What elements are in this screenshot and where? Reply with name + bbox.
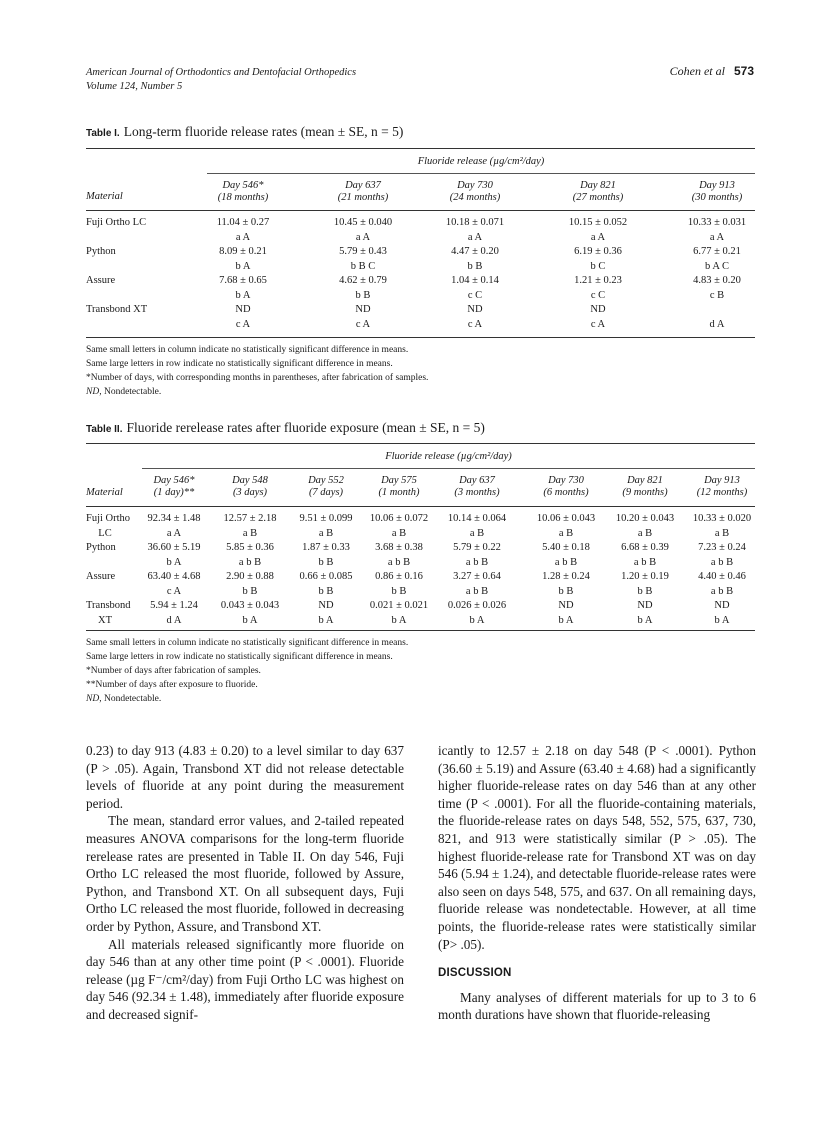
table2-cell-letters: b A	[558, 614, 574, 626]
table2-cell-value: 0.021 ± 0.021	[369, 600, 429, 611]
table2-notes	[86, 636, 408, 706]
table2-cell-value: 0.043 ± 0.043	[220, 600, 280, 611]
table1-cell-letters: a A	[355, 231, 371, 243]
table2-column-period: (3 months)	[454, 487, 500, 498]
table2-cell-letters: a B	[391, 527, 407, 539]
table1-note: *Number of days, with corresponding months in parentheses, after fabrication of samples.	[86, 373, 429, 383]
table1-note: Same large letters in row indicate no statistically significant difference in means.	[86, 359, 393, 369]
table2-cell-value: ND	[714, 600, 730, 611]
table1-cell-letters: a A	[467, 231, 483, 243]
table1-cell-value: 6.77 ± 0.21	[693, 246, 741, 257]
table1-group-rule	[207, 173, 755, 174]
table2-cell-letters: a A	[166, 527, 182, 539]
table2-caption	[86, 420, 485, 436]
table2-group-rule	[142, 468, 755, 469]
table2-column-day: Day 730	[548, 475, 584, 486]
journal-volume: Volume 124, Number 5	[86, 81, 183, 92]
table2-cell-letters: d A	[166, 614, 182, 626]
table2-cell-value: 0.86 ± 0.16	[375, 571, 423, 582]
table1-cell-letters: c B	[709, 289, 725, 301]
table2-row-material-line2: XT	[98, 614, 112, 626]
table2-cell-letters: a b B	[554, 556, 578, 568]
table2-cell-letters: b A	[166, 556, 182, 568]
table1-cell-letters: b A	[235, 260, 251, 272]
table2-column-day: Day 546*	[153, 475, 195, 486]
table2-cell-letters: a b B	[633, 556, 657, 568]
table2-column-day: Day 637	[459, 475, 495, 486]
table2-cell-value: ND	[637, 600, 653, 611]
table2-row-material: Python	[86, 542, 116, 553]
table2-cell-letters: b A	[318, 614, 334, 626]
table2-cell-letters: a b B	[710, 585, 734, 597]
table2-cell-value: ND	[558, 600, 574, 611]
page-number: 573	[733, 64, 754, 78]
table2-cell-value: 3.27 ± 0.64	[453, 571, 501, 582]
table1-cell-value: 10.18 ± 0.071	[445, 217, 505, 228]
table1-column-day: Day 913	[699, 180, 735, 191]
table2-note: **Number of days after exposure to fluoride.	[86, 680, 258, 690]
table2-cell-letters: b B	[318, 585, 334, 597]
table1-cell-value: 4.83 ± 0.20	[693, 275, 741, 286]
table2-cell-letters: b B	[558, 585, 574, 597]
table2-row-material-line2: LC	[98, 527, 112, 539]
table2-cell-value: 6.68 ± 0.39	[621, 542, 669, 553]
table1-row-material: Fuji Ortho LC	[86, 217, 147, 228]
table1-column-period: (18 months)	[217, 192, 269, 203]
table2-cell-letters: b A	[469, 614, 485, 626]
table1-notes	[86, 343, 428, 399]
table1-cell-letters: c A	[355, 318, 371, 330]
table1-cell-value: 1.04 ± 0.14	[451, 275, 499, 286]
journal-title: American Journal of Orthodontics and Dentofacial Orthopedics	[86, 67, 357, 78]
table2-cell-value: 2.90 ± 0.88	[226, 571, 274, 582]
table2-cell-value: 10.14 ± 0.064	[447, 513, 507, 524]
table2-cell-letters: a B	[318, 527, 334, 539]
paragraph: Many analyses of different materials for up to 3 to 6 month durations have shown that fluoride-releasing	[438, 989, 756, 1023]
table2-group-header: Fluoride release (µg/cm²/day)	[385, 451, 512, 462]
table1-note-nd: ND, Nondetectable.	[86, 387, 162, 397]
table1-bottom-rule	[86, 337, 755, 338]
table2-column-period: (7 days)	[308, 487, 344, 498]
table1-cell-letters: c A	[467, 318, 483, 330]
table2-cell-letters: a b B	[387, 556, 411, 568]
table2-note-nd: ND, Nondetectable.	[86, 694, 162, 704]
table2-cell-letters: b B	[242, 585, 258, 597]
table2-note: *Number of days after fabrication of samples.	[86, 666, 261, 676]
table2-cell-letters: c A	[166, 585, 182, 597]
table1-group-header: Fluoride release (µg/cm²/day)	[417, 156, 545, 167]
table2-row-material: Assure	[86, 571, 116, 582]
table2-cell-value: 3.68 ± 0.38	[375, 542, 423, 553]
table2-column-day: Day 913	[704, 475, 740, 486]
table1-column-period: (21 months)	[337, 192, 389, 203]
table2-cell-letters: b B	[637, 585, 653, 597]
table2-cell-value: 1.28 ± 0.24	[542, 571, 590, 582]
table1-cell-letters: a A	[590, 231, 606, 243]
table1-cell-letters: a A	[709, 231, 725, 243]
table2-cell-letters: b B	[391, 585, 407, 597]
table2-cell-letters: a B	[637, 527, 653, 539]
table2-cell-value: 10.06 ± 0.043	[536, 513, 596, 524]
table2-note: Same large letters in row indicate no statistically significant difference in means.	[86, 652, 393, 662]
table1-cell-value: ND	[235, 304, 251, 315]
table2-cell-letters: a B	[242, 527, 258, 539]
table2-note: Same small letters in column indicate no statistically significant difference in means.	[86, 638, 409, 648]
table2-cell-letters: a B	[558, 527, 574, 539]
table2-column-period: (1 day)**	[153, 487, 195, 498]
table1-row-material: Python	[86, 246, 116, 257]
table2-cell-letters: b A	[714, 614, 730, 626]
table1-cell-letters: d A	[709, 318, 725, 330]
body-right-column	[438, 742, 756, 1024]
table1-cell-letters: b A C	[705, 260, 729, 272]
table1-cell-letters: b C	[590, 260, 606, 272]
paragraph: icantly to 12.57 ± 2.18 on day 548 (P < .0001). Python (36.60 ± 5.19) and Assure (63.40 ± 4.68) had a significantly higher fluoride-release rates on day 546 than at any other time (P < .0001). For all the fluoride-containing materials, the fluoride-release rates on days 548, 552, 575, 637, 730, 821, and 913 were statistically similar (P > .05). The highest fluoride-release rate for Transbond XT was on day 546 (5.94 ± 1.24), and detectable fluoride-release rates were also seen on days 548, 575, and 637. On all remaining days, fluoride release was nondetectable. However, at all time points, the fluoride-release rates were statistically similar (P> .05).	[438, 743, 756, 952]
table2-caption-text: Fluoride rerelease rates after fluoride exposure (mean ± SE, n = 5)	[126, 420, 485, 435]
table2-cell-value: 10.06 ± 0.072	[369, 513, 429, 524]
table1-cell-letters: a A	[235, 231, 251, 243]
table1-caption	[86, 124, 403, 140]
table1-cell-value: 1.21 ± 0.23	[574, 275, 622, 286]
author-name: Cohen et al	[669, 64, 725, 78]
table1-cell-letters: b B	[467, 260, 483, 272]
table2-cell-value: ND	[318, 600, 334, 611]
table2-cell-value: 1.20 ± 0.19	[621, 571, 669, 582]
table1-cell-value: 4.62 ± 0.79	[339, 275, 387, 286]
table2-row-material: Transbond	[86, 600, 131, 611]
running-head-right	[670, 64, 754, 79]
table1-cell-value: 6.19 ± 0.36	[574, 246, 622, 257]
table1-cell-letters: c A	[590, 318, 606, 330]
table2-cell-letters: a B	[469, 527, 485, 539]
table2-column-period: (12 months)	[696, 487, 748, 498]
table2-cell-letters: b B	[318, 556, 334, 568]
table2-cell-value: 92.34 ± 1.48	[147, 513, 201, 524]
table2-cell-value: 5.85 ± 0.36	[226, 542, 274, 553]
table1-column-day: Day 637	[345, 180, 381, 191]
table2-cell-letters: a b B	[465, 585, 489, 597]
table2-label: Table II.	[86, 424, 123, 435]
table2-cell-letters: a b B	[465, 556, 489, 568]
paragraph: All materials released significantly more fluoride on day 546 than at any other time point (P < .0001). Fluoride release (µg F⁻/cm²/day) from Fuji Ortho LC was highest on day 546 (92.34 ± 1.48), immediately after fluoride exposure and decreased signif-	[86, 936, 404, 1022]
table1-cell-letters: b B	[355, 289, 371, 301]
table1-column-period: (30 months)	[691, 192, 743, 203]
table2-header-rule	[86, 506, 755, 507]
table1-cell-letters: c C	[590, 289, 606, 301]
table1-top-rule	[86, 148, 755, 149]
table1-label: Table I.	[86, 128, 120, 139]
table1-cell-value: 10.33 ± 0.031	[687, 217, 747, 228]
table1-cell-value: 7.68 ± 0.65	[219, 275, 267, 286]
table1-cell-value: 10.45 ± 0.040	[333, 217, 393, 228]
table1-row-material: Assure	[86, 275, 116, 286]
section-heading-discussion: DISCUSSION	[438, 967, 512, 980]
table1-note: Same small letters in column indicate no statistically significant difference in means.	[86, 345, 409, 355]
table2-column-period: (1 month)	[378, 487, 420, 498]
table2-column-day: Day 548	[232, 475, 268, 486]
table1-cell-value: ND	[467, 304, 483, 315]
table2-column-period: (9 months)	[622, 487, 668, 498]
table2-cell-letters: a B	[714, 527, 730, 539]
table1-column-day: Day 546*	[222, 180, 264, 191]
table2-cell-value: 10.33 ± 0.020	[692, 513, 752, 524]
table1-row-material: Transbond XT	[86, 304, 148, 315]
table2-cell-value: 7.23 ± 0.24	[698, 542, 746, 553]
table2-cell-value: 10.20 ± 0.043	[615, 513, 675, 524]
table1-cell-value: 8.09 ± 0.21	[219, 246, 267, 257]
table1-column-period: (24 months)	[449, 192, 501, 203]
table1-material-header: Material	[86, 191, 123, 202]
table2-column-period: (6 months)	[543, 487, 589, 498]
table2-cell-value: 12.57 ± 2.18	[223, 513, 277, 524]
table2-cell-value: 5.79 ± 0.22	[453, 542, 501, 553]
table2-column-day: Day 821	[627, 475, 663, 486]
table2-cell-letters: b A	[637, 614, 653, 626]
table2-cell-value: 0.026 ± 0.026	[447, 600, 507, 611]
table2-cell-value: 5.40 ± 0.18	[542, 542, 590, 553]
table1-cell-letters: c A	[235, 318, 251, 330]
paragraph: 0.23) to day 913 (4.83 ± 0.20) to a level similar to day 637 (P > .05). Again, Transbond XT did not release detectable levels of fluoride at any point during the measurement period.	[86, 743, 404, 811]
table2-cell-value: 1.87 ± 0.33	[302, 542, 350, 553]
table1-cell-letters: b A	[235, 289, 251, 301]
table1-cell-value: 4.47 ± 0.20	[451, 246, 499, 257]
table2-column-period: (3 days)	[232, 487, 268, 498]
table1-column-period: (27 months)	[572, 192, 624, 203]
table2-cell-letters: a b B	[710, 556, 734, 568]
table1-cell-value: 10.15 ± 0.052	[568, 217, 628, 228]
table1-cell-letters: c C	[467, 289, 483, 301]
table1-caption-text: Long-term fluoride release rates (mean ± SE, n = 5)	[123, 124, 404, 139]
body-left-column	[86, 742, 404, 1024]
table2-column-day: Day 575	[381, 475, 417, 486]
table2-cell-letters: b A	[391, 614, 407, 626]
table1-column-day: Day 730	[457, 180, 493, 191]
table1-cell-value: 11.04 ± 0.27	[216, 217, 270, 228]
table1-cell-letters: b B C	[350, 260, 376, 272]
table2-cell-value: 4.40 ± 0.46	[698, 571, 746, 582]
table2-cell-value: 0.66 ± 0.085	[299, 571, 353, 582]
table1-column-day: Day 821	[580, 180, 616, 191]
table2-bottom-rule	[86, 630, 755, 631]
running-head	[86, 66, 356, 94]
table2-column-day: Day 552	[308, 475, 344, 486]
table2-top-rule	[86, 443, 755, 444]
paragraph: The mean, standard error values, and 2-tailed repeated measures ANOVA comparisons for the long-term fluoride rerelease rates are presented in Table II. On day 546, Fuji Ortho LC released the most fluoride, followed by Assure, Python, and Transbond XT. On all subsequent days, Fuji Ortho LC released the most fluoride, followed in decreasing order by Python, Assure, and Transbond XT.	[86, 813, 404, 934]
table1-cell-value: ND	[355, 304, 371, 315]
table2-cell-letters: b A	[242, 614, 258, 626]
table2-cell-letters: a b B	[238, 556, 262, 568]
table2-cell-value: 36.60 ± 5.19	[147, 542, 201, 553]
table2-material-header: Material	[86, 487, 123, 498]
table2-cell-value: 63.40 ± 4.68	[147, 571, 201, 582]
table2-cell-value: 5.94 ± 1.24	[150, 600, 198, 611]
table2-cell-value: 9.51 ± 0.099	[299, 513, 353, 524]
table1-cell-value: 5.79 ± 0.43	[339, 246, 387, 257]
table2-row-material: Fuji Ortho	[86, 513, 131, 524]
table1-cell-value: ND	[590, 304, 606, 315]
table1-header-rule	[86, 210, 755, 211]
